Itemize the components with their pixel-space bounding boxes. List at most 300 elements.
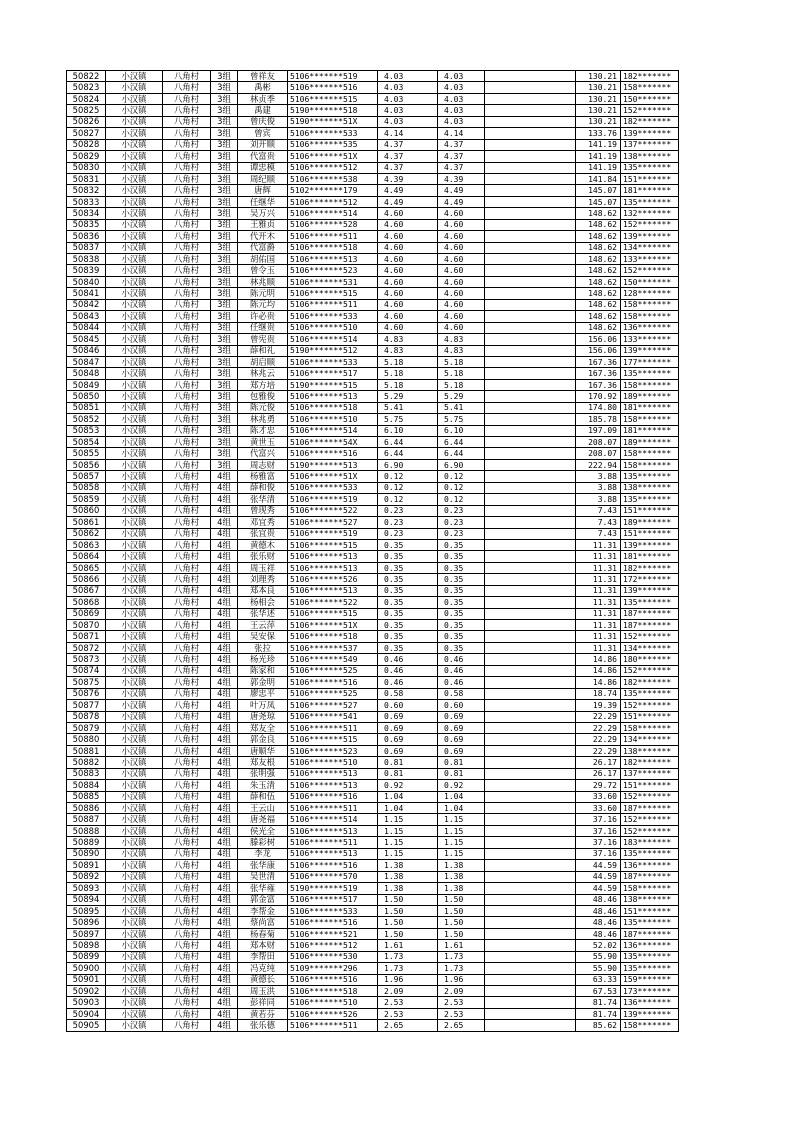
row-number: 50854 (67, 437, 106, 448)
village-cell: 八角村 (163, 722, 211, 733)
amount-cell: 55.90 (576, 963, 621, 974)
area-cell: 0.69 (378, 745, 438, 756)
confirmed-area-cell: 2.53 (438, 997, 485, 1008)
id-card-cell: 5190*******512 (288, 345, 378, 356)
group-cell: 4组 (211, 905, 238, 916)
name-cell: 陈才忠 (238, 425, 288, 436)
group-cell: 3组 (211, 368, 238, 379)
blank-cell (485, 848, 576, 859)
group-cell: 3组 (211, 459, 238, 470)
town-cell: 小汉镇 (106, 219, 163, 230)
area-cell: 5.75 (378, 414, 438, 425)
row-number: 50837 (67, 242, 106, 253)
area-cell: 4.03 (378, 116, 438, 127)
id-card-cell: 5190*******513 (288, 459, 378, 470)
phone-cell: 137******* (621, 768, 679, 779)
group-cell: 3组 (211, 242, 238, 253)
id-card-cell: 5106*******513 (288, 768, 378, 779)
blank-cell (485, 597, 576, 608)
group-cell: 4组 (211, 654, 238, 665)
row-number: 50851 (67, 402, 106, 413)
blank-cell (485, 986, 576, 997)
blank-cell (485, 871, 576, 882)
area-cell: 0.23 (378, 505, 438, 516)
confirmed-area-cell: 0.35 (438, 574, 485, 585)
town-cell: 小汉镇 (106, 871, 163, 882)
row-number: 50832 (67, 185, 106, 196)
amount-cell: 148.62 (576, 288, 621, 299)
name-cell: 曾宪贵 (238, 334, 288, 345)
confirmed-area-cell: 4.60 (438, 299, 485, 310)
area-cell: 5.29 (378, 391, 438, 402)
name-cell: 胡启顺 (238, 356, 288, 367)
phone-cell: 138******* (621, 151, 679, 162)
phone-cell: 189******* (621, 517, 679, 528)
table-row (67, 437, 679, 448)
town-cell: 小汉镇 (106, 71, 163, 82)
blank-cell (485, 437, 576, 448)
name-cell: 王雅贞 (238, 219, 288, 230)
name-cell: 唐顺华 (238, 745, 288, 756)
blank-cell (485, 894, 576, 905)
town-cell: 小汉镇 (106, 459, 163, 470)
blank-cell (485, 780, 576, 791)
confirmed-area-cell: 4.37 (438, 151, 485, 162)
table-row (67, 631, 679, 642)
table-row (67, 448, 679, 459)
row-number: 50836 (67, 231, 106, 242)
blank-cell (485, 105, 576, 116)
row-number: 50826 (67, 116, 106, 127)
amount-cell: 130.21 (576, 82, 621, 93)
name-cell: 张华述 (238, 608, 288, 619)
amount-cell: 26.17 (576, 757, 621, 768)
id-card-cell: 5106*******516 (288, 974, 378, 985)
village-cell: 八角村 (163, 585, 211, 596)
group-cell: 4组 (211, 585, 238, 596)
group-cell: 3组 (211, 448, 238, 459)
village-cell: 八角村 (163, 757, 211, 768)
row-number: 50828 (67, 139, 106, 150)
group-cell: 4组 (211, 848, 238, 859)
blank-cell (485, 1008, 576, 1019)
id-card-cell: 5106*******537 (288, 642, 378, 653)
id-card-cell: 5106*******513 (288, 780, 378, 791)
town-cell: 小汉镇 (106, 791, 163, 802)
town-cell: 小汉镇 (106, 322, 163, 333)
name-cell: 曾祥友 (238, 71, 288, 82)
group-cell: 4组 (211, 837, 238, 848)
amount-cell: 37.16 (576, 814, 621, 825)
village-cell: 八角村 (163, 574, 211, 585)
table-row (67, 299, 679, 310)
name-cell: 黄若芬 (238, 1008, 288, 1019)
area-cell: 0.35 (378, 562, 438, 573)
amount-cell: 11.31 (576, 642, 621, 653)
town-cell: 小汉镇 (106, 162, 163, 173)
group-cell: 4组 (211, 997, 238, 1008)
row-number: 50901 (67, 974, 106, 985)
blank-cell (485, 562, 576, 573)
phone-cell: 189******* (621, 391, 679, 402)
area-cell: 5.18 (378, 379, 438, 390)
name-cell: 唐尧琼 (238, 711, 288, 722)
id-card-cell: 5106*******514 (288, 334, 378, 345)
id-card-cell: 5190*******519 (288, 883, 378, 894)
group-cell: 4组 (211, 665, 238, 676)
amount-cell: 18.74 (576, 688, 621, 699)
table-row (67, 505, 679, 516)
id-card-cell: 5106*******54X (288, 437, 378, 448)
blank-cell (485, 551, 576, 562)
table-row (67, 917, 679, 928)
group-cell: 3组 (211, 185, 238, 196)
area-cell: 1.50 (378, 894, 438, 905)
group-cell: 3组 (211, 105, 238, 116)
town-cell: 小汉镇 (106, 93, 163, 104)
village-cell: 八角村 (163, 905, 211, 916)
name-cell: 代富贵 (238, 151, 288, 162)
row-number: 50868 (67, 597, 106, 608)
area-cell: 5.18 (378, 368, 438, 379)
row-number: 50871 (67, 631, 106, 642)
confirmed-area-cell: 4.60 (438, 276, 485, 287)
confirmed-area-cell: 4.60 (438, 242, 485, 253)
town-cell: 小汉镇 (106, 677, 163, 688)
phone-cell: 151******* (621, 780, 679, 791)
town-cell: 小汉镇 (106, 642, 163, 653)
area-cell: 6.10 (378, 425, 438, 436)
area-cell: 4.14 (378, 128, 438, 139)
row-number: 50860 (67, 505, 106, 516)
group-cell: 4组 (211, 642, 238, 653)
confirmed-area-cell: 4.60 (438, 311, 485, 322)
town-cell: 小汉镇 (106, 482, 163, 493)
table-row (67, 334, 679, 345)
area-cell: 0.35 (378, 574, 438, 585)
row-number: 50873 (67, 654, 106, 665)
group-cell: 3组 (211, 173, 238, 184)
id-card-cell: 5106*******527 (288, 700, 378, 711)
amount-cell: 145.07 (576, 196, 621, 207)
area-cell: 1.61 (378, 940, 438, 951)
village-cell: 八角村 (163, 642, 211, 653)
row-number: 50894 (67, 894, 106, 905)
id-card-cell: 5106*******512 (288, 940, 378, 951)
group-cell: 4组 (211, 620, 238, 631)
name-cell: 张华清 (238, 494, 288, 505)
phone-cell: 158******* (621, 82, 679, 93)
phone-cell: 152******* (621, 665, 679, 676)
table-row (67, 757, 679, 768)
row-number: 50829 (67, 151, 106, 162)
name-cell: 滕彩树 (238, 837, 288, 848)
town-cell: 小汉镇 (106, 837, 163, 848)
phone-cell: 152******* (621, 814, 679, 825)
blank-cell (485, 642, 576, 653)
confirmed-area-cell: 5.18 (438, 368, 485, 379)
name-cell: 陈元均 (238, 299, 288, 310)
group-cell: 4组 (211, 974, 238, 985)
group-cell: 4组 (211, 517, 238, 528)
village-cell: 八角村 (163, 82, 211, 93)
confirmed-area-cell: 1.38 (438, 860, 485, 871)
table-row (67, 848, 679, 859)
id-card-cell: 5106*******516 (288, 860, 378, 871)
name-cell: 郭金富 (238, 894, 288, 905)
area-cell: 4.03 (378, 71, 438, 82)
group-cell: 4组 (211, 814, 238, 825)
table-row (67, 414, 679, 425)
group-cell: 4组 (211, 562, 238, 573)
group-cell: 4组 (211, 745, 238, 756)
table-row (67, 574, 679, 585)
area-cell: 1.38 (378, 860, 438, 871)
amount-cell: 44.59 (576, 871, 621, 882)
village-cell: 八角村 (163, 356, 211, 367)
row-number: 50905 (67, 1020, 106, 1031)
id-card-cell: 5106*******516 (288, 448, 378, 459)
village-cell: 八角村 (163, 173, 211, 184)
table-row (67, 597, 679, 608)
confirmed-area-cell: 1.73 (438, 963, 485, 974)
confirmed-area-cell: 0.35 (438, 597, 485, 608)
area-cell: 4.37 (378, 162, 438, 173)
name-cell: 周玉洪 (238, 986, 288, 997)
blank-cell (485, 860, 576, 871)
village-cell: 八角村 (163, 71, 211, 82)
phone-cell: 151******* (621, 905, 679, 916)
id-card-cell: 5106*******523 (288, 265, 378, 276)
name-cell: 曾庆俊 (238, 116, 288, 127)
village-cell: 八角村 (163, 814, 211, 825)
group-cell: 4组 (211, 951, 238, 962)
phone-cell: 136******* (621, 322, 679, 333)
phone-cell: 135******* (621, 494, 679, 505)
town-cell: 小汉镇 (106, 448, 163, 459)
id-card-cell: 5106*******51X (288, 620, 378, 631)
table-row (67, 379, 679, 390)
table-row (67, 551, 679, 562)
blank-cell (485, 688, 576, 699)
id-card-cell: 5106*******526 (288, 1008, 378, 1019)
town-cell: 小汉镇 (106, 231, 163, 242)
town-cell: 小汉镇 (106, 997, 163, 1008)
name-cell: 曾现秀 (238, 505, 288, 516)
amount-cell: 11.31 (576, 620, 621, 631)
amount-cell: 11.31 (576, 631, 621, 642)
table-row (67, 425, 679, 436)
village-cell: 八角村 (163, 974, 211, 985)
confirmed-area-cell: 4.60 (438, 265, 485, 276)
table-row (67, 814, 679, 825)
phone-cell: 181******* (621, 185, 679, 196)
amount-cell: 141.19 (576, 139, 621, 150)
area-cell: 1.15 (378, 848, 438, 859)
blank-cell (485, 231, 576, 242)
group-cell: 4组 (211, 803, 238, 814)
phone-cell: 134******* (621, 734, 679, 745)
area-cell: 1.50 (378, 905, 438, 916)
name-cell: 薛和礼 (238, 345, 288, 356)
group-cell: 3组 (211, 265, 238, 276)
name-cell: 侯光全 (238, 825, 288, 836)
table-row (67, 528, 679, 539)
group-cell: 4组 (211, 597, 238, 608)
amount-cell: 3.88 (576, 471, 621, 482)
phone-cell: 172******* (621, 574, 679, 585)
name-cell: 郑友全 (238, 722, 288, 733)
area-cell: 0.35 (378, 620, 438, 631)
confirmed-area-cell: 0.92 (438, 780, 485, 791)
table-row (67, 322, 679, 333)
name-cell: 任继华 (238, 196, 288, 207)
blank-cell (485, 116, 576, 127)
confirmed-area-cell: 6.90 (438, 459, 485, 470)
town-cell: 小汉镇 (106, 688, 163, 699)
area-cell: 0.35 (378, 597, 438, 608)
village-cell: 八角村 (163, 745, 211, 756)
village-cell: 八角村 (163, 254, 211, 265)
area-cell: 0.81 (378, 768, 438, 779)
town-cell: 小汉镇 (106, 128, 163, 139)
id-card-cell: 5106*******541 (288, 711, 378, 722)
id-card-cell: 5106*******513 (288, 848, 378, 859)
village-cell: 八角村 (163, 185, 211, 196)
table-row (67, 517, 679, 528)
area-cell: 6.44 (378, 448, 438, 459)
table-row (67, 93, 679, 104)
confirmed-area-cell: 1.38 (438, 871, 485, 882)
amount-cell: 67.53 (576, 986, 621, 997)
id-card-cell: 5106*******522 (288, 505, 378, 516)
town-cell: 小汉镇 (106, 82, 163, 93)
blank-cell (485, 334, 576, 345)
table-row (67, 139, 679, 150)
amount-cell: 167.36 (576, 379, 621, 390)
id-card-cell: 5106*******521 (288, 928, 378, 939)
row-number: 50865 (67, 562, 106, 573)
town-cell: 小汉镇 (106, 722, 163, 733)
blank-cell (485, 208, 576, 219)
confirmed-area-cell: 4.60 (438, 219, 485, 230)
group-cell: 4组 (211, 1008, 238, 1019)
id-card-cell: 5106*******512 (288, 196, 378, 207)
table-row (67, 665, 679, 676)
blank-cell (485, 791, 576, 802)
area-cell: 0.46 (378, 654, 438, 665)
blank-cell (485, 928, 576, 939)
id-card-cell: 5106*******515 (288, 93, 378, 104)
name-cell: 李帮金 (238, 905, 288, 916)
confirmed-area-cell: 0.35 (438, 551, 485, 562)
area-cell: 4.49 (378, 185, 438, 196)
blank-cell (485, 883, 576, 894)
table-row (67, 608, 679, 619)
blank-cell (485, 71, 576, 82)
town-cell: 小汉镇 (106, 745, 163, 756)
name-cell: 蔡尚富 (238, 917, 288, 928)
amount-cell: 11.31 (576, 539, 621, 550)
area-cell: 4.60 (378, 254, 438, 265)
name-cell: 林贞季 (238, 93, 288, 104)
village-cell: 八角村 (163, 139, 211, 150)
group-cell: 3组 (211, 151, 238, 162)
group-cell: 4组 (211, 574, 238, 585)
town-cell: 小汉镇 (106, 700, 163, 711)
table-row (67, 688, 679, 699)
group-cell: 4组 (211, 528, 238, 539)
group-cell: 4组 (211, 928, 238, 939)
group-cell: 3组 (211, 93, 238, 104)
area-cell: 1.96 (378, 974, 438, 985)
phone-cell: 187******* (621, 803, 679, 814)
group-cell: 3组 (211, 425, 238, 436)
town-cell: 小汉镇 (106, 196, 163, 207)
amount-cell: 197.09 (576, 425, 621, 436)
table-row (67, 105, 679, 116)
village-cell: 八角村 (163, 883, 211, 894)
table-row (67, 1008, 679, 1019)
row-number: 50882 (67, 757, 106, 768)
village-cell: 八角村 (163, 494, 211, 505)
confirmed-area-cell: 4.49 (438, 185, 485, 196)
phone-cell: 135******* (621, 688, 679, 699)
area-cell: 2.65 (378, 1020, 438, 1031)
phone-cell: 181******* (621, 425, 679, 436)
row-number: 50881 (67, 745, 106, 756)
id-card-cell: 5106*******511 (288, 231, 378, 242)
id-card-cell: 5106*******514 (288, 208, 378, 219)
table-row (67, 620, 679, 631)
id-card-cell: 5109*******296 (288, 963, 378, 974)
id-card-cell: 5106*******526 (288, 574, 378, 585)
row-number: 50825 (67, 105, 106, 116)
name-cell: 林兆云 (238, 368, 288, 379)
confirmed-area-cell: 0.35 (438, 631, 485, 642)
phone-cell: 158******* (621, 414, 679, 425)
area-cell: 4.39 (378, 173, 438, 184)
group-cell: 4组 (211, 917, 238, 928)
amount-cell: 167.36 (576, 368, 621, 379)
town-cell: 小汉镇 (106, 734, 163, 745)
amount-cell: 37.16 (576, 837, 621, 848)
confirmed-area-cell: 1.50 (438, 894, 485, 905)
name-cell: 任继贵 (238, 322, 288, 333)
amount-cell: 185.78 (576, 414, 621, 425)
area-cell: 4.60 (378, 208, 438, 219)
group-cell: 4组 (211, 551, 238, 562)
name-cell: 张华康 (238, 860, 288, 871)
town-cell: 小汉镇 (106, 173, 163, 184)
village-cell: 八角村 (163, 151, 211, 162)
blank-cell (485, 242, 576, 253)
name-cell: 张明强 (238, 768, 288, 779)
town-cell: 小汉镇 (106, 1008, 163, 1019)
amount-cell: 22.29 (576, 711, 621, 722)
table-row (67, 185, 679, 196)
town-cell: 小汉镇 (106, 299, 163, 310)
id-card-cell: 5106*******518 (288, 631, 378, 642)
id-card-cell: 5106*******531 (288, 276, 378, 287)
id-card-cell: 5106*******51X (288, 151, 378, 162)
confirmed-area-cell: 4.49 (438, 196, 485, 207)
id-card-cell: 5106*******518 (288, 986, 378, 997)
row-number: 50878 (67, 711, 106, 722)
amount-cell: 7.43 (576, 517, 621, 528)
group-cell: 4组 (211, 677, 238, 688)
town-cell: 小汉镇 (106, 139, 163, 150)
